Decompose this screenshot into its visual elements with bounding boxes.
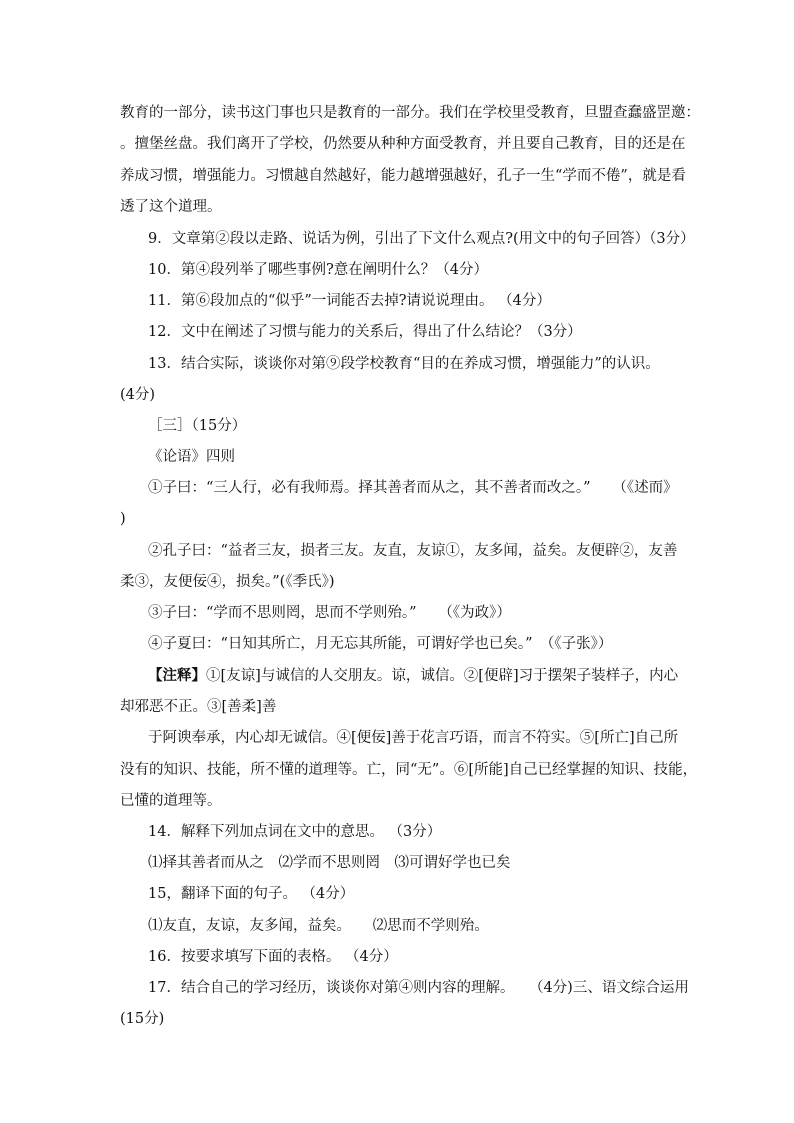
passage-line: 教育的一部分，读书这门事也只是教育的一部分。我们在学校里受教育，旦盟查蠢盛罡邀： bbox=[120, 105, 700, 121]
question-13: 13．结合实际，谈谈你对第⑨段学校教育“目的在养成习惯，增强能力”的认识。 bbox=[148, 356, 660, 372]
lunyu-item-3: ③子曰：“学而不思则罔，思而不学则殆。” （《为政》） bbox=[148, 605, 511, 621]
question-10: 10．第④段列举了哪些事例?意在阐明什么？（4分） bbox=[148, 262, 488, 278]
lunyu-item-4: ④子夏曰：“日知其所亡，月无忘其所能，可谓好学也已矣。” （《子张》） bbox=[148, 636, 613, 652]
section-3-header: ［三］（15分） bbox=[148, 418, 247, 434]
passage-line: 养成习惯，增强能力。习惯越自然越好，能力越增强越好，孔子一生“学而不倦”，就是看 bbox=[120, 168, 686, 184]
lunyu-item-2-cont: 柔③，友便佞④，损矣。”(《季氏》) bbox=[120, 574, 335, 590]
question-14: 14．解释下列加点词在文中的意思。 （3分） bbox=[148, 824, 442, 840]
passage-line: 。擅堡丝盘。我们离开了学校，仍然要从种种方面受教育，并且要自己教育，目的还是在 bbox=[120, 136, 686, 152]
lunyu-item-2: ②孔子曰：“益者三友，损者三友。友直，友谅①，友多闻，益矣。友便辟②，友善 bbox=[148, 543, 678, 559]
question-12: 12．文中在阐述了习惯与能力的关系后，得出了什么结论？（3分） bbox=[148, 324, 582, 340]
question-17: 17．结合自己的学习经历，谈谈你对第④则内容的理解。 （4分)三、语文综合运用 bbox=[148, 980, 689, 996]
notes-line: 于阿谀奉承，内心却无诚信。④[便佞]善于花言巧语，而言不符实。⑤[所亡]自己所 bbox=[148, 730, 679, 746]
question-14-items: ⑴择其善者而从之 ⑵学而不思则罔 ⑶可谓好学也已矣 bbox=[148, 855, 511, 871]
notes-tag: 【注释】 bbox=[148, 667, 206, 684]
lunyu-title: 《论语》四则 bbox=[148, 449, 235, 465]
passage-line: 透了这个道理。 bbox=[120, 199, 222, 215]
question-15: 15，翻译下面的句子。 （4分） bbox=[148, 886, 355, 902]
question-9: 9．文章第②段以走路、说话为例，引出了下文什么观点?(用文中的句子回答）（3分） bbox=[148, 231, 695, 247]
question-13-score: (4分) bbox=[120, 387, 156, 403]
notes-line: 没有的知识、技能，所不懂的道理等。亡，同“无”。⑥[所能]自己已经掌握的知识、技能， bbox=[120, 762, 698, 778]
notes-text: ①[友谅]与诚信的人交朋友。谅，诚信。②[便辟]习于摆架子装样子，内心 bbox=[206, 668, 679, 684]
question-15-items: ⑴友直，友谅，友多闻，益矣。 ⑵思而不学则殆。 bbox=[148, 918, 489, 934]
lunyu-item-1-end: ) bbox=[120, 511, 126, 527]
final-score: (15分) bbox=[120, 1011, 165, 1027]
notes-line: 却邪恶不正。③[善柔]善 bbox=[120, 699, 277, 715]
lunyu-item-1: ①子曰：“三人行，必有我师焉。择其善者而从之，其不善者而改之。” （《述而》 bbox=[148, 480, 678, 496]
notes-line bbox=[148, 666, 678, 686]
question-16: 16．按要求填写下面的表格。 （4分） bbox=[148, 949, 398, 965]
question-11: 11．第⑥段加点的“似乎”一词能否去掉?请说说理由。 （4分） bbox=[148, 293, 551, 309]
notes-line: 已懂的道理等。 bbox=[120, 793, 222, 809]
